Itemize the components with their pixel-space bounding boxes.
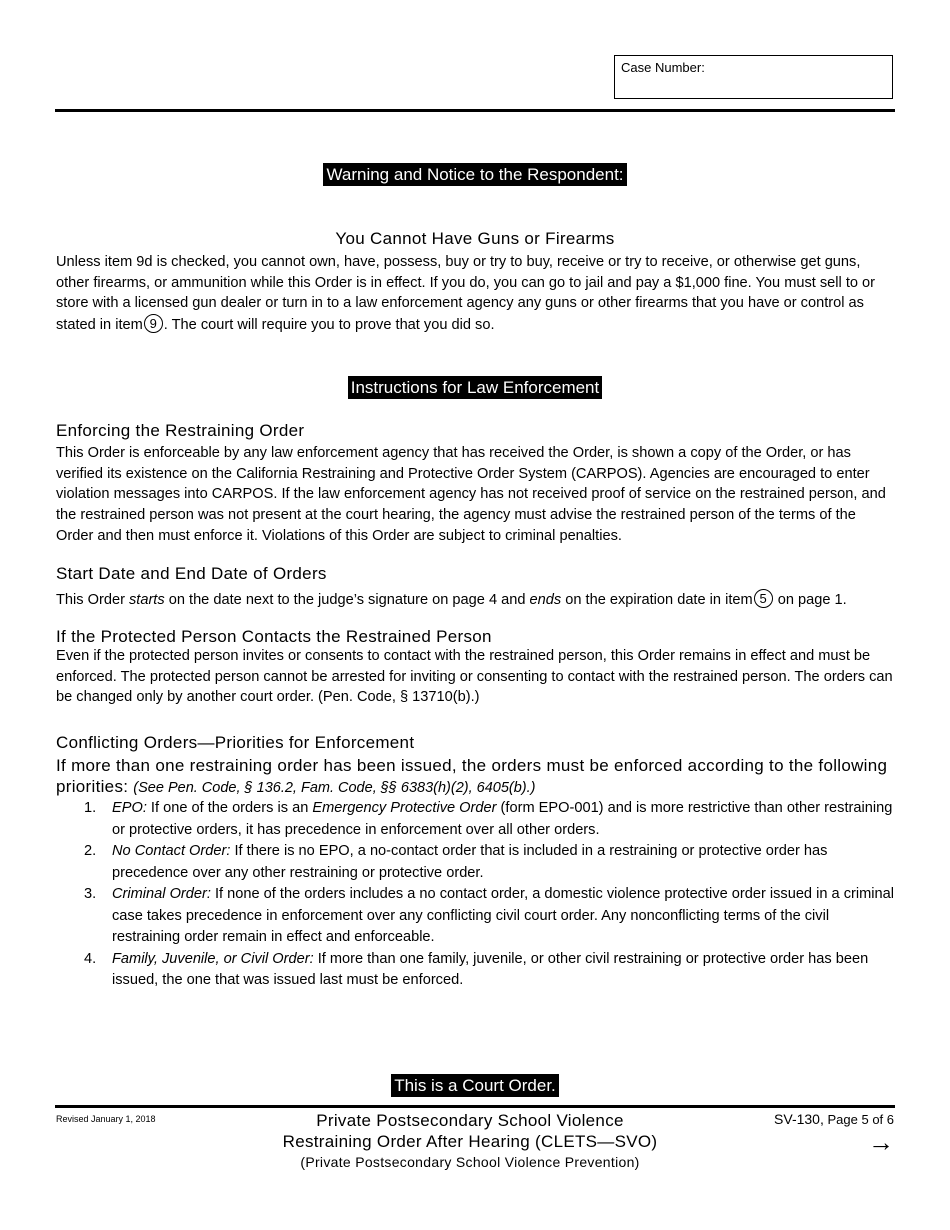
case-number-box[interactable] xyxy=(614,55,893,99)
priority-item: 3. Criminal Order: If none of the orders includes a no contact order, a domestic violence protective order issued in a criminal case takes precedence in enforcement over any conflicting civil court order. Any nonconflicting terms of the civil restraining order remain in effect and enforceable. xyxy=(84,886,894,945)
priority-item: 1. EPO: If one of the orders is an Emergency Protective Order (form EPO-001) and is more restrictive than other restraining or protective orders, it has precedence in enforcement over all other orders. xyxy=(84,800,893,838)
conflicting-lead: If more than one restraining order has been issued, the orders must be enforced according to the following priorities: (See Pen. Code, § 136.2, Fam. Code, §§ 6383(h)(2), 6405(b).) xyxy=(56,756,888,796)
form-number: SV-130, xyxy=(774,1111,824,1127)
priorities-list xyxy=(56,798,896,992)
form-title-line3: (Private Postsecondary School Violence Prevention) xyxy=(300,1154,640,1170)
enforcing-text: This Order is enforceable by any law enforcement agency that has received the Order, is shown a copy of the Order, or has verified its existence on the California Restraining and Protective Order System (CARPOS). Agencies are encouraged to enter violation messages into CARPOS. If the law enforcement agency has not received proof of service on the restrained person, and the restrained person was not present at the court hearing, the agency must advise the restrained person of the terms of the Order and then must enforce it. Violations of this Order are subject to criminal penalties. xyxy=(56,445,886,544)
enforcing-heading: Enforcing the Restraining Order xyxy=(56,421,305,440)
footer-rule xyxy=(55,1105,895,1108)
dates-text: This Order starts on the date next to the judge’s signature on page 4 and ends on the expiration date in item 5 on page 1. xyxy=(56,591,847,608)
revised-date: Revised January 1, 2018 xyxy=(56,1114,156,1124)
court-order-banner: This is a Court Order. xyxy=(391,1074,559,1097)
warning-subtitle: You Cannot Have Guns or Firearms xyxy=(335,229,615,248)
case-number-label: Case Number: xyxy=(621,60,705,75)
warning-banner-wrap xyxy=(0,164,950,186)
priority-item: 2. No Contact Order: If there is no EPO, a no-contact order that is included in a restraining or protective order has precedence over any other restraining or protective order. xyxy=(84,843,828,881)
contacts-heading: If the Protected Person Contacts the Restrained Person xyxy=(56,627,492,646)
item-9-circle: 9 xyxy=(144,314,163,333)
warning-banner: Warning and Notice to the Respondent: xyxy=(323,163,626,186)
form-title-line2: Restraining Order After Hearing (CLETS—SVO) xyxy=(282,1132,658,1151)
instructions-banner-wrap xyxy=(0,377,950,399)
conflicting-heading: Conflicting Orders—Priorities for Enforcement xyxy=(56,733,415,752)
form-title-line1: Private Postsecondary School Violence xyxy=(316,1111,624,1130)
page-info xyxy=(774,1111,894,1155)
court-order-banner-wrap xyxy=(0,1075,950,1097)
instructions-banner: Instructions for Law Enforcement xyxy=(348,376,603,399)
conflicting-citation: (See Pen. Code, § 136.2, Fam. Code, §§ 6383(h)(2), 6405(b).) xyxy=(133,779,536,796)
form-title xyxy=(250,1110,690,1172)
page-number: Page 5 of 6 xyxy=(827,1112,894,1127)
contacts-text: Even if the protected person invites or consents to contact with the restrained person, this Order remains in effect and must be enforced. The protected person cannot be arrested for inviting or consenting to contact with the restrained person. The orders can be changed only by another court order. (Pen. Code, § 13710(b).) xyxy=(56,648,893,706)
warning-text: Unless item 9d is checked, you cannot own, have, possess, buy or try to buy, receive or try to receive, or otherwise get guns, other firearms, or ammunition while this Order is in effect. If you do, you can go to jail and pay a $1,000 fine. You must sell to or store with a licensed gun dealer or turn in to a law enforcement agency any guns or other firearms that you have or control as stated in item 9 . The court will require you to prove that you did so. xyxy=(56,254,876,334)
item-5-circle: 5 xyxy=(754,589,773,608)
dates-heading: Start Date and End Date of Orders xyxy=(56,564,327,583)
header-rule xyxy=(55,109,895,112)
next-page-arrow-icon[interactable]: → xyxy=(868,1127,894,1157)
priority-item: 4. Family, Juvenile, or Civil Order: If more than one family, juvenile, or other civil restraining or protective order has been issued, the one that was issued last must be enforced. xyxy=(84,950,869,988)
